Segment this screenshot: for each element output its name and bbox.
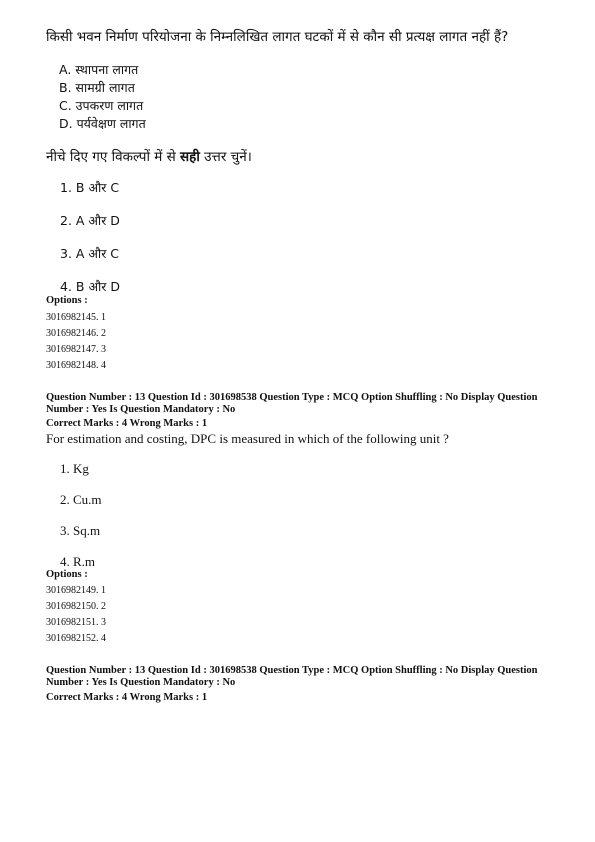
q12-statement-d: D. पर्यवेक्षण लागत [59, 116, 146, 131]
q13-option-id-1: 3016982149. 1 [46, 585, 106, 596]
q12-statement-b: B. सामग्री लागत [59, 80, 135, 95]
q12-choice-1: 1. B और C [60, 180, 120, 195]
q13-meta-line1: Question Number : 13 Question Id : 301698538 Question Type : MCQ Option Shuffling : No Display Question [46, 392, 538, 403]
q12-option-id-2: 3016982146. 2 [46, 328, 106, 339]
q13-choice-3: 3. Sq.m [60, 523, 101, 538]
q14-meta-line2: Number : Yes Is Question Mandatory : No [46, 677, 236, 688]
q12-instruction-post: उत्तर चुनें। [199, 149, 252, 165]
q13-meta-line2: Number : Yes Is Question Mandatory : No [46, 404, 236, 415]
q12-instruction [46, 147, 252, 165]
q13-option-id-4: 3016982152. 4 [46, 633, 106, 644]
q12-statement-c: C. उपकरण लागत [59, 98, 144, 113]
q13-choice-4: 4. R.m [60, 554, 96, 569]
q13-choice-1: 1. Kg [60, 461, 89, 476]
q13-question-text: For estimation and costing, DPC is measured in which of the following unit ? [46, 431, 449, 446]
q12-instruction-bold: सही [180, 149, 200, 165]
q14-marks: Correct Marks : 4 Wrong Marks : 1 [46, 692, 208, 703]
q12-option-id-3: 3016982147. 3 [46, 344, 106, 355]
q12-option-id-1: 3016982145. 1 [46, 312, 106, 323]
q12-options-label: Options : [46, 295, 88, 306]
q12-choice-3: 3. A और C [60, 246, 120, 261]
q12-choice-4: 4. B और D [60, 279, 120, 294]
q13-marks: Correct Marks : 4 Wrong Marks : 1 [46, 418, 208, 429]
q12-option-id-4: 3016982148. 4 [46, 360, 106, 371]
q14-meta-line1: Question Number : 13 Question Id : 301698538 Question Type : MCQ Option Shuffling : No Display Question [46, 665, 538, 676]
q13-options-label: Options : [46, 569, 88, 580]
q12-statement-a: A. स्थापना लागत [59, 62, 139, 77]
q12-instruction-pre: नीचे दिए गए विकल्पों में से [46, 149, 181, 165]
q13-option-id-2: 3016982150. 2 [46, 601, 106, 612]
q12-question-text: किसी भवन निर्माण परियोजना के निम्नलिखित लागत घटकों में से कौन सी प्रत्यक्ष लागत नहीं हैं? [46, 29, 509, 45]
q13-option-id-3: 3016982151. 3 [46, 617, 106, 628]
q12-choice-2: 2. A और D [60, 213, 120, 228]
q13-choice-2: 2. Cu.m [60, 492, 102, 507]
